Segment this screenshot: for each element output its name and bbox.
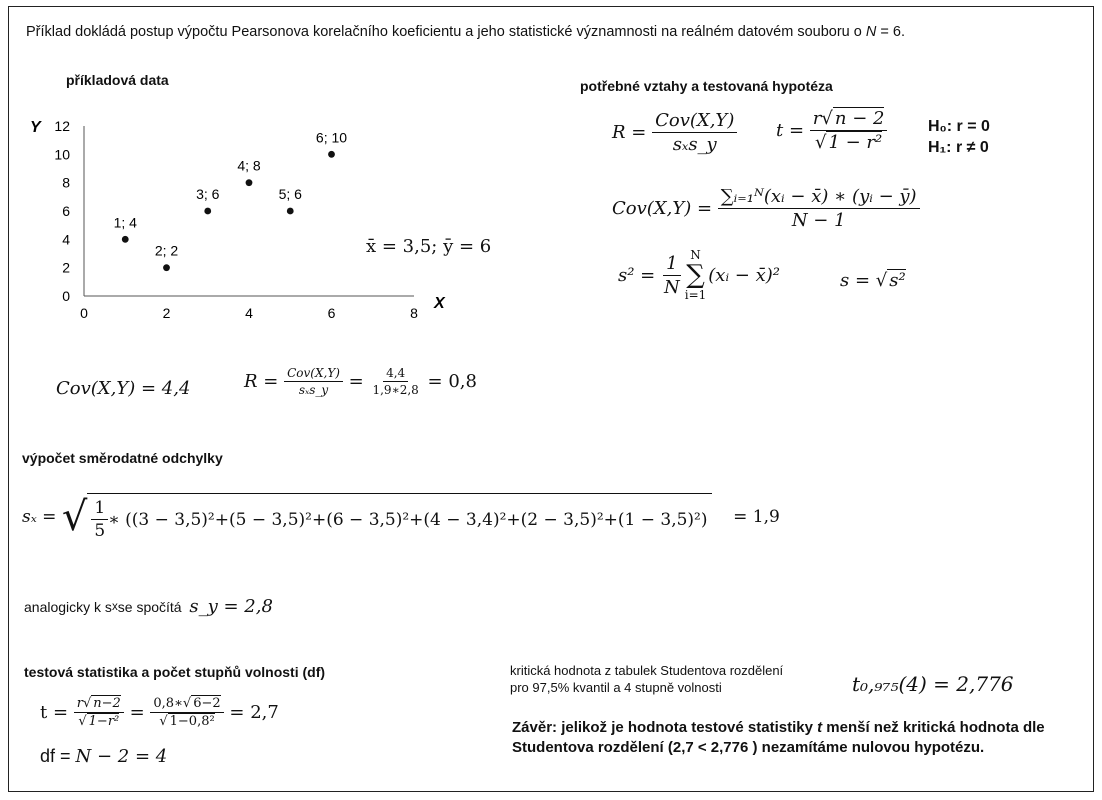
null-hypothesis: H₀: r = 0 <box>928 118 990 135</box>
y-tick-label: 2 <box>62 259 70 276</box>
cov-result: Cov(X,Y) = 4,4 <box>56 378 191 399</box>
y-tick-label: 10 <box>54 146 70 163</box>
x-tick-label: 2 <box>162 305 171 321</box>
r-result: R = $\frac{\text{Cov(X,Y)}}{\text{sₓs\_y}}$ = $\frac{4,4}{1,9∗2,8}$ = 0,8 <box>244 366 477 397</box>
formulas-section-title: potřebné vztahy a testovaná hypotéza <box>580 78 833 94</box>
point-label: 4; 8 <box>237 157 261 174</box>
formula-R: R = $\frac{\text{Cov(X,Y)}}{\text{sₓs\_y}}$ <box>612 110 737 155</box>
critical-note <box>510 662 783 696</box>
formula-variance: s² = $\frac{1}{N}$ N ∑ i=1 (xᵢ − x̄)² <box>618 248 780 302</box>
data-point <box>204 208 211 215</box>
sd-formula: sₓ = √ $\frac{1}{5}$ ∗ ((3 − 3,5)²+(5 − 3,5)²+(6 − 3,5)²+(4 − 3,4)²+(2 − 3,5)²+(1 − 3,5)²) = 1,9 <box>22 494 780 541</box>
intro-text: Příklad dokládá postup výpočtu Pearsonova korelačního koeficientu a jeho statistické významnosti na reálném datovém souboru o N = 6. <box>26 24 905 40</box>
analog-note: analogicky k s x se spočítá s_y = 2,8 <box>24 596 273 617</box>
data-point <box>246 179 253 186</box>
data-point <box>287 208 294 215</box>
formula-t: t = $\frac{r√ n - 2}{\text{√ 1 − r²}}$ <box>776 108 887 153</box>
y-tick-label: 0 <box>62 288 70 304</box>
critical-note-line2: pro 97,5% kvantil a 4 stupně volnosti <box>510 680 722 695</box>
x-tick-label: 8 <box>410 305 418 321</box>
t-statistic: t = $\frac{r√ n-2}{\text{√ 1−r²}}$ = $\frac{0,8∗√ 6-2}{\text{√ 1−0,8²}}$ = 2,7 <box>40 696 279 729</box>
test-section-title: testová statistika a počet stupňů volnosti (df) <box>24 664 326 680</box>
x-tick-label: 0 <box>80 305 88 321</box>
sd-section-title: výpočet směrodatné odchylky <box>22 450 223 466</box>
point-label: 1; 4 <box>113 214 137 231</box>
formula-sd: s = √ s² <box>840 270 906 291</box>
point-label: 3; 6 <box>196 186 220 202</box>
data-point <box>328 151 335 158</box>
y-axis-label: Y <box>30 119 41 136</box>
x-axis-label: X <box>434 295 445 312</box>
formula-cov: Cov(X,Y) = $\frac{\text{∑ᵢ₌₁ᴺ(xᵢ − x̄) ∗ (yᵢ − ȳ)}}{N - 1}$ <box>612 186 920 231</box>
x-tick-label: 4 <box>245 305 253 321</box>
data-point <box>122 236 129 243</box>
y-tick-label: 4 <box>62 231 70 248</box>
critical-value: t₀,₉₇₅(4) = 2,776 <box>852 672 1014 696</box>
y-tick-label: 12 <box>54 118 70 134</box>
alt-hypothesis: H₁: r ≠ 0 <box>928 139 989 156</box>
critical-note-line1: kritická hodnota z tabulek Studentova rozdělení <box>510 663 784 678</box>
hypotheses <box>928 116 990 158</box>
data-section-title: příkladová data <box>66 72 169 88</box>
means-formula: x̄ = 3,5; ȳ = 6 <box>366 236 492 257</box>
df-line: df = N − 2 = 4 <box>40 746 168 767</box>
data-point <box>163 264 170 271</box>
y-tick-label: 8 <box>62 174 70 191</box>
x-tick-label: 6 <box>327 305 336 321</box>
y-tick-label: 6 <box>62 203 70 219</box>
point-label: 2; 2 <box>154 242 179 259</box>
point-label: 5; 6 <box>278 186 302 202</box>
point-label: 6; 10 <box>315 129 348 146</box>
conclusion: Závěr: jelikož je hodnota testové statistiky t menší než kritická hodnota dle Studentova rozdělení (2,7 < 2,776 ) nezamítáme nulovou hypotézu. <box>512 719 1045 756</box>
